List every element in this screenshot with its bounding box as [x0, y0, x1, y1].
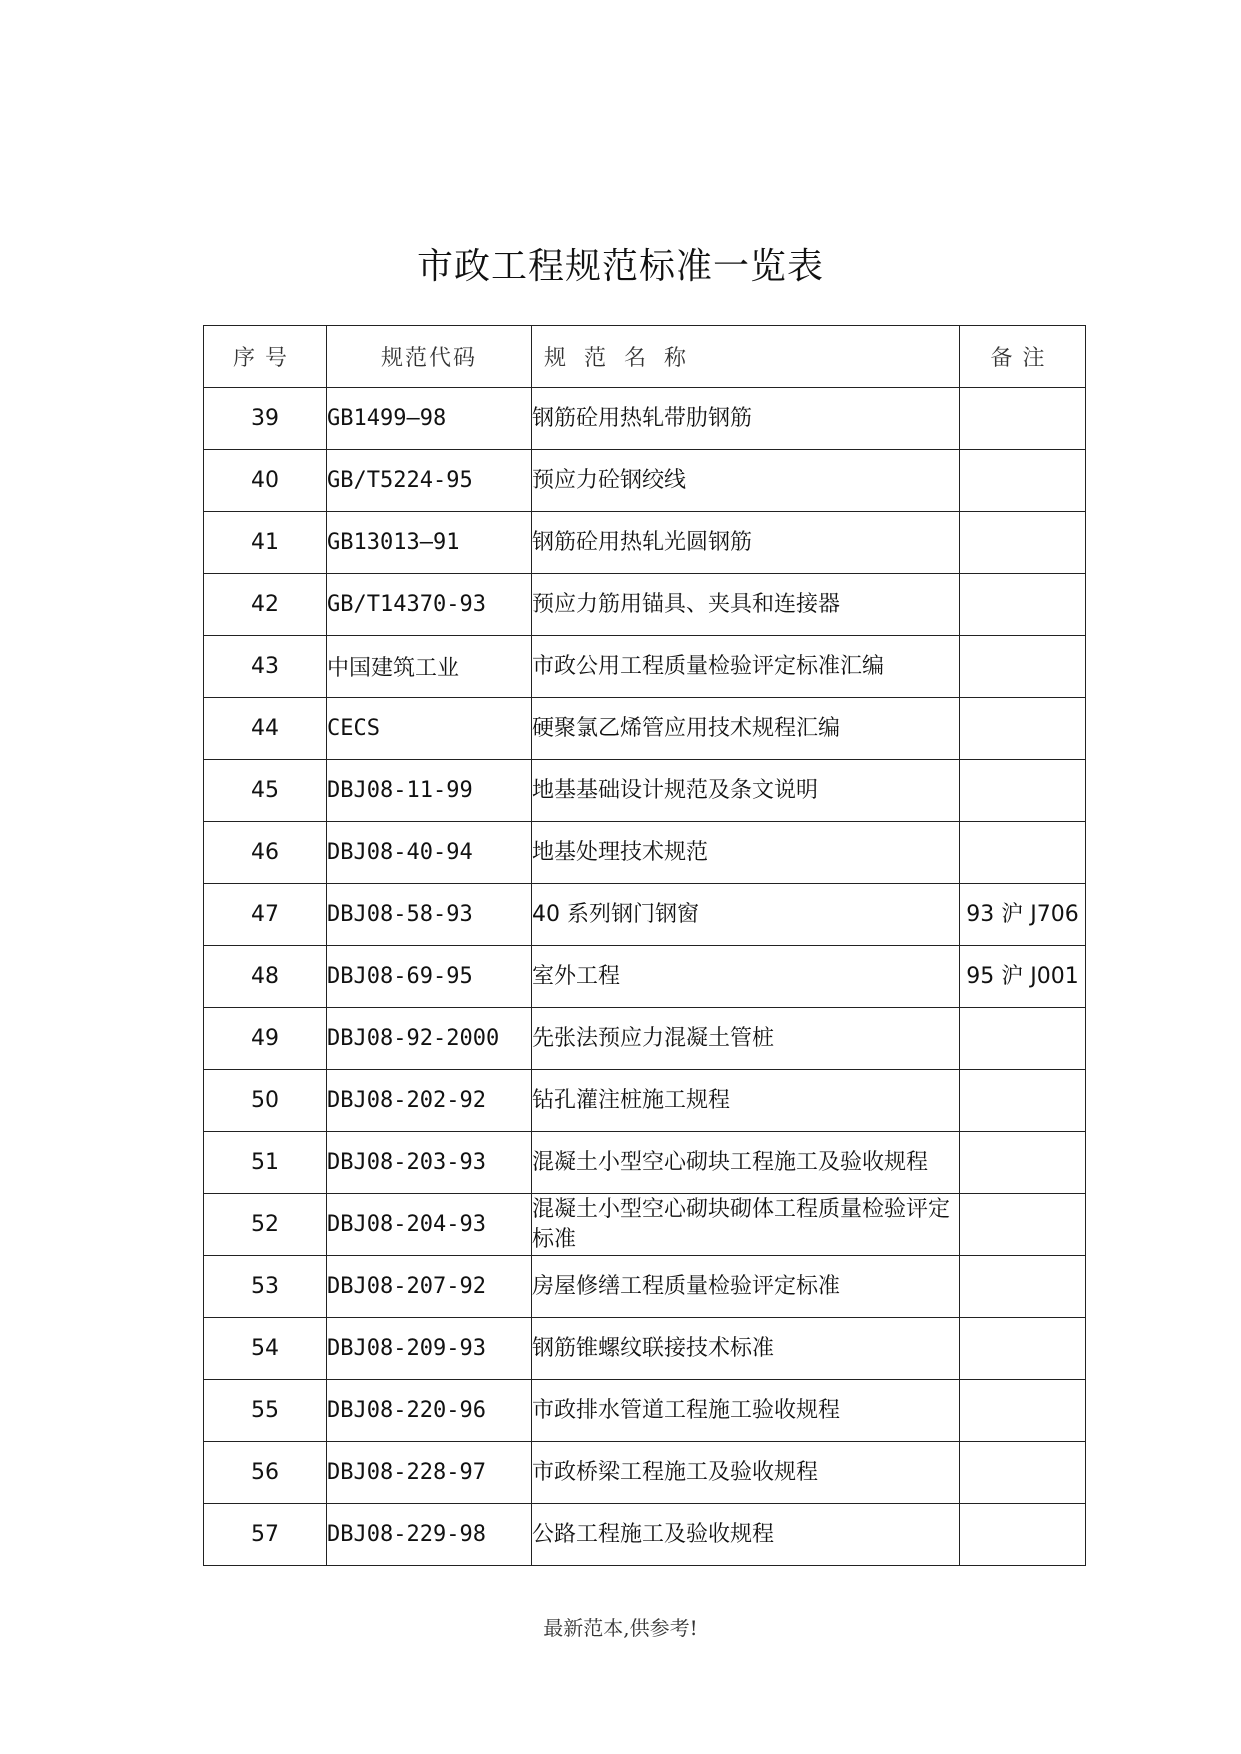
- row-number: 49: [204, 1008, 327, 1070]
- header-spec-code: 规范代码: [327, 326, 532, 388]
- standards-table: [203, 325, 1086, 1566]
- row-code: DBJ08-209-93: [327, 1318, 532, 1380]
- table-row: [204, 884, 1086, 946]
- table-row: [204, 1194, 1086, 1256]
- header-remarks: 备注: [960, 326, 1086, 388]
- row-code: GB/T14370-93: [327, 574, 532, 636]
- row-name: 预应力筋用锚具、夹具和连接器: [532, 574, 960, 636]
- row-note: [960, 574, 1086, 636]
- row-code: DBJ08-207-92: [327, 1256, 532, 1318]
- row-note: [960, 1380, 1086, 1442]
- table-row: [204, 636, 1086, 698]
- table-row: [204, 698, 1086, 760]
- row-name: 钢筋砼用热轧光圆钢筋: [532, 512, 960, 574]
- row-number: 47: [204, 884, 327, 946]
- row-number: 50: [204, 1070, 327, 1132]
- row-number: 56: [204, 1442, 327, 1504]
- footer-note: 最新范本,供参考!: [543, 1616, 698, 1640]
- row-note: [960, 1070, 1086, 1132]
- row-code: GB1499—98: [327, 388, 532, 450]
- table-row: [204, 1070, 1086, 1132]
- row-code: CECS: [327, 698, 532, 760]
- row-number: 44: [204, 698, 327, 760]
- row-name: 室外工程: [532, 946, 960, 1008]
- row-name: 地基处理技术规范: [532, 822, 960, 884]
- row-number: 42: [204, 574, 327, 636]
- row-name: 钻孔灌注桩施工规程: [532, 1070, 960, 1132]
- row-code: DBJ08-40-94: [327, 822, 532, 884]
- row-note: [960, 1442, 1086, 1504]
- table-row: [204, 1256, 1086, 1318]
- row-note: [960, 1194, 1086, 1256]
- row-number: 45: [204, 760, 327, 822]
- row-code: GB/T5224-95: [327, 450, 532, 512]
- table-row: [204, 1504, 1086, 1566]
- row-number: 39: [204, 388, 327, 450]
- row-code: DBJ08-229-98: [327, 1504, 532, 1566]
- row-number: 40: [204, 450, 327, 512]
- row-code: DBJ08-69-95: [327, 946, 532, 1008]
- row-number: 51: [204, 1132, 327, 1194]
- row-number: 53: [204, 1256, 327, 1318]
- row-note: [960, 450, 1086, 512]
- row-code: DBJ08-203-93: [327, 1132, 532, 1194]
- row-code: DBJ08-202-92: [327, 1070, 532, 1132]
- row-note: [960, 512, 1086, 574]
- row-code: DBJ08-228-97: [327, 1442, 532, 1504]
- row-code: DBJ08-92-2000: [327, 1008, 532, 1070]
- row-name: 公路工程施工及验收规程: [532, 1504, 960, 1566]
- row-note: [960, 1504, 1086, 1566]
- table-row: [204, 1318, 1086, 1380]
- row-note: [960, 822, 1086, 884]
- table-row: [204, 450, 1086, 512]
- row-code: DBJ08-58-93: [327, 884, 532, 946]
- row-name: 地基基础设计规范及条文说明: [532, 760, 960, 822]
- row-code: GB13013—91: [327, 512, 532, 574]
- row-number: 54: [204, 1318, 327, 1380]
- row-number: 52: [204, 1194, 327, 1256]
- table-row: [204, 946, 1086, 1008]
- page-title: 市政工程规范标准一览表: [416, 246, 824, 287]
- header-serial-number: 序号: [204, 326, 327, 388]
- row-name: 硬聚氯乙烯管应用技术规程汇编: [532, 698, 960, 760]
- row-code: 中国建筑工业: [327, 636, 532, 698]
- table-row: [204, 822, 1086, 884]
- table-row: [204, 1442, 1086, 1504]
- row-note: [960, 698, 1086, 760]
- row-name: 房屋修缮工程质量检验评定标准: [532, 1256, 960, 1318]
- row-name: 混凝土小型空心砌块砌体工程质量检验评定标准: [532, 1194, 960, 1256]
- row-code: DBJ08-11-99: [327, 760, 532, 822]
- row-note: [960, 1256, 1086, 1318]
- table-row: [204, 388, 1086, 450]
- row-note: [960, 1132, 1086, 1194]
- table-row: [204, 1008, 1086, 1070]
- table-row: [204, 512, 1086, 574]
- table-header-row: [204, 326, 1086, 388]
- row-number: 41: [204, 512, 327, 574]
- row-number: 43: [204, 636, 327, 698]
- row-name: 预应力砼钢绞线: [532, 450, 960, 512]
- table-row: [204, 574, 1086, 636]
- row-number: 55: [204, 1380, 327, 1442]
- row-name: 市政排水管道工程施工验收规程: [532, 1380, 960, 1442]
- header-spec-name: 规范名称: [532, 326, 960, 388]
- table-row: [204, 1380, 1086, 1442]
- row-note: [960, 388, 1086, 450]
- row-note: [960, 1318, 1086, 1380]
- row-name: 钢筋锥螺纹联接技术标准: [532, 1318, 960, 1380]
- row-code: DBJ08-204-93: [327, 1194, 532, 1256]
- row-name: 混凝土小型空心砌块工程施工及验收规程: [532, 1132, 960, 1194]
- table-row: [204, 1132, 1086, 1194]
- row-code: DBJ08-220-96: [327, 1380, 532, 1442]
- row-number: 57: [204, 1504, 327, 1566]
- row-number: 46: [204, 822, 327, 884]
- table-body: [204, 388, 1086, 1566]
- row-name: 市政桥梁工程施工及验收规程: [532, 1442, 960, 1504]
- table-row: [204, 760, 1086, 822]
- row-note: [960, 636, 1086, 698]
- row-name: 钢筋砼用热轧带肋钢筋: [532, 388, 960, 450]
- row-name: 先张法预应力混凝土管桩: [532, 1008, 960, 1070]
- row-name: 市政公用工程质量检验评定标准汇编: [532, 636, 960, 698]
- row-name: 40 系列钢门钢窗: [532, 884, 960, 946]
- row-note: [960, 1008, 1086, 1070]
- row-note: [960, 760, 1086, 822]
- row-number: 48: [204, 946, 327, 1008]
- row-note: 93 沪 J706: [960, 884, 1086, 946]
- row-note: 95 沪 J001: [960, 946, 1086, 1008]
